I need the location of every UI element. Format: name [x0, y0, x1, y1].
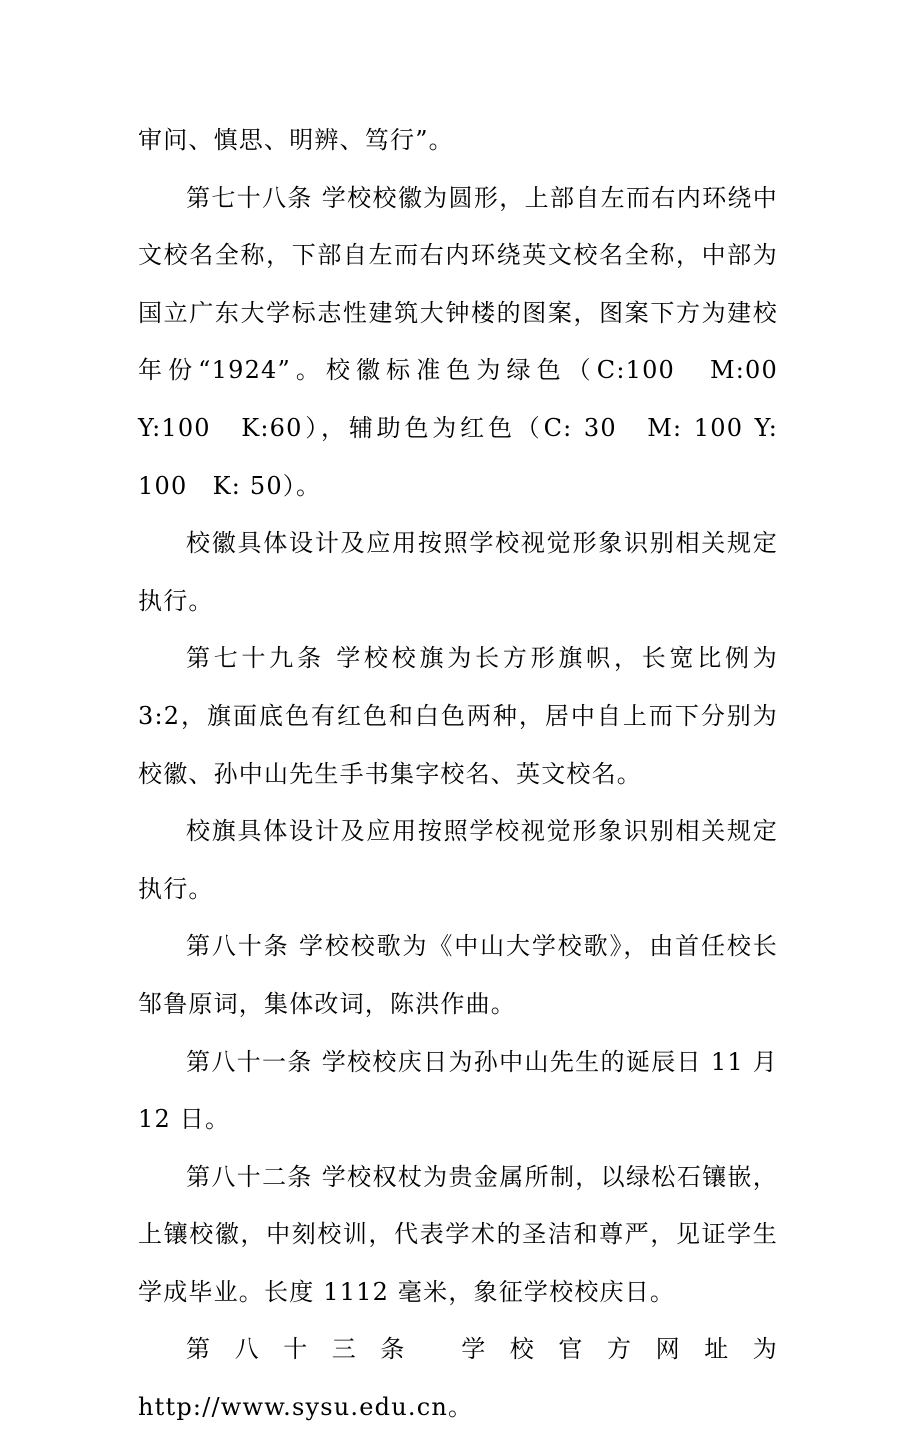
- paragraph-article-83: 第八十三条 学校官方网址为 http://www.sysu.edu.cn。: [138, 1335, 778, 1422]
- paragraph-flag-usage: 校旗具体设计及应用按照学校视觉形象识别相关规定执行。: [138, 817, 778, 903]
- paragraph-article-78: 第七十八条 学校校徽为圆形，上部自左而右内环绕中文校名全称，下部自左而右内环绕英文校名全称，中部为国立广东大学标志性建筑大钟楼的图案，图案下方为建校年份“1924”。校徽标准色为绿色（C:100 M:00 Y:100 K:60），辅助色为红色（C: 30 M: 100 Y: 100 K: 50）。: [138, 183, 804, 500]
- paragraph-article-81: 第八十一条 学校校庆日为孙中山先生的诞辰日 11 月 12 日。: [138, 1047, 778, 1134]
- document-body: [138, 112, 804, 1437]
- paragraph-article-79: 第七十九条 学校校旗为长方形旗帜，长宽比例为 3:2，旗面底色有红色和白色两种，居中自上而下分别为校徽、孙中山先生手书集字校名、英文校名。: [138, 644, 778, 788]
- paragraph-emblem-usage: 校徽具体设计及应用按照学校视觉形象识别相关规定执行。: [138, 529, 778, 615]
- paragraph-continuation: 审问、慎思、明辨、笃行”。: [138, 126, 454, 154]
- paragraph-article-82: 第八十二条 学校权杖为贵金属所制，以绿松石镶嵌，上镶校徽，中刻校训，代表学术的圣洁和尊严，见证学生学成毕业。长度 1112 毫米，象征学校校庆日。: [138, 1162, 778, 1306]
- paragraph-article-80: 第八十条 学校校歌为《中山大学校歌》，由首任校长邹鲁原词，集体改词，陈洪作曲。: [138, 932, 778, 1018]
